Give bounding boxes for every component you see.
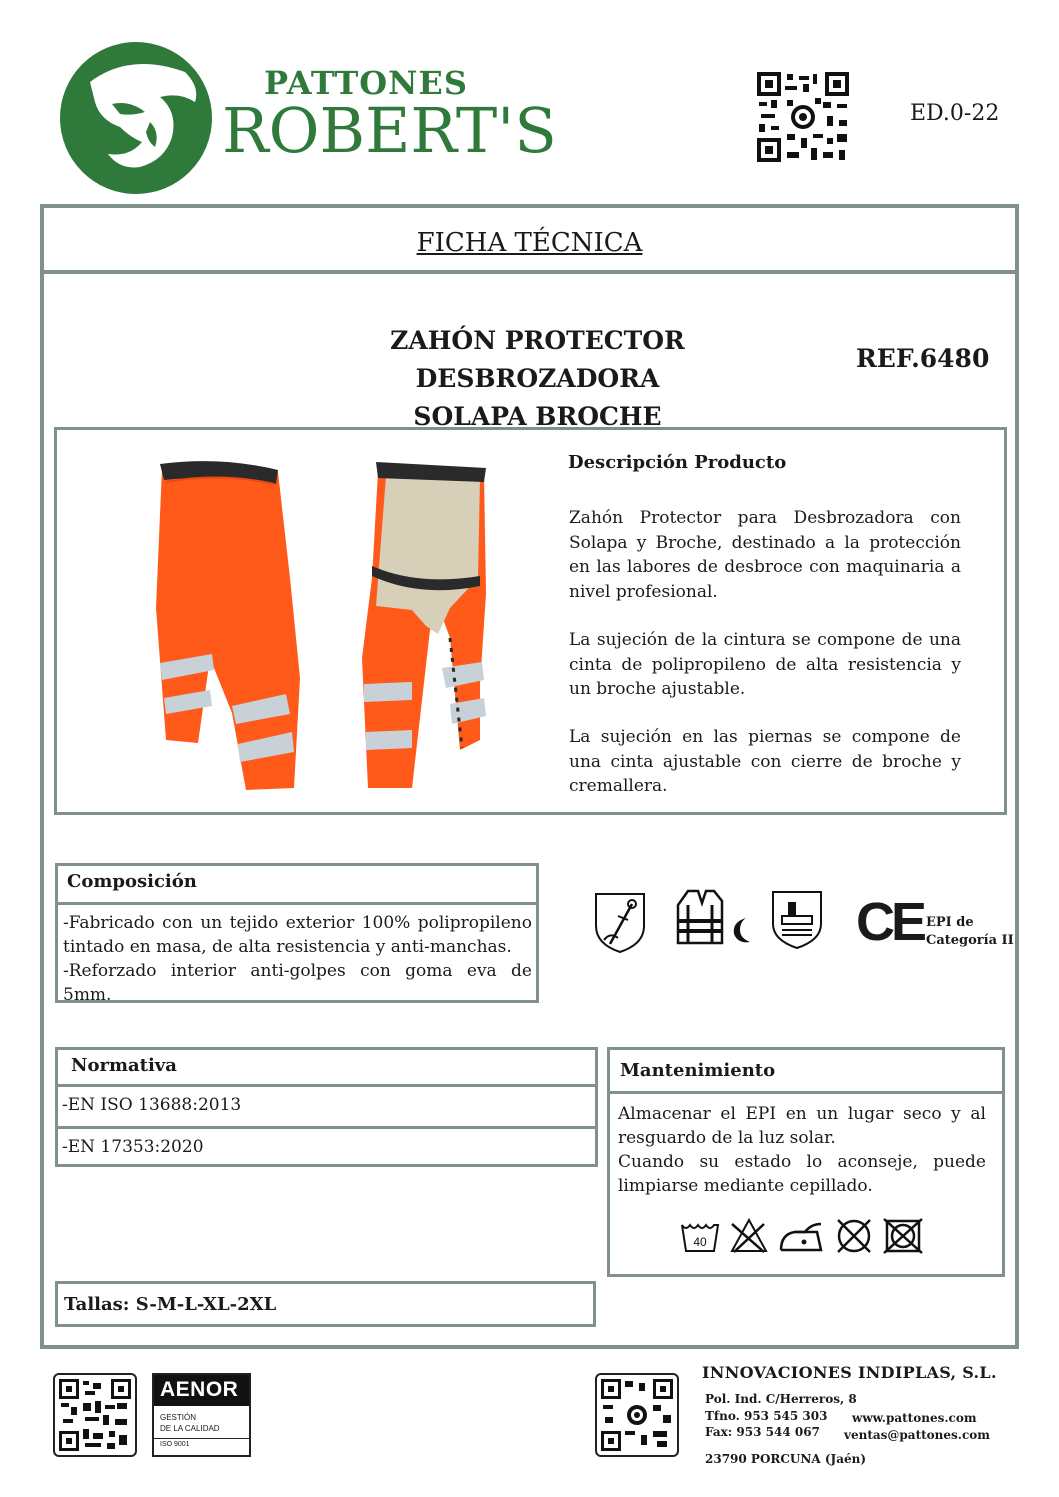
description-paragraph-2: La sujeción de la cintura se compone de una cinta de polipropileno de alta resistencia y un broche ajustable. xyxy=(569,630,961,699)
wash-40-icon xyxy=(680,1221,720,1253)
footer-qr-code-right[interactable] xyxy=(595,1373,679,1457)
epi-category-line2: Categoría II xyxy=(926,933,1014,948)
cold-protection-icon xyxy=(728,916,752,946)
low-iron-icon xyxy=(777,1220,825,1254)
aenor-line2: DE LA CALIDAD xyxy=(160,1424,220,1433)
no-dry-clean-icon xyxy=(834,1217,874,1255)
company-fax: Fax: 953 544 067 xyxy=(705,1425,820,1439)
product-title-line2: SOLAPA BROCHE xyxy=(413,402,662,431)
panther-head-icon xyxy=(60,42,212,194)
product-reference: REF.6480 xyxy=(856,344,990,373)
description-paragraph-1: Zahón Protector para Desbrozadora con Solapa y Broche, destinado a la protección en las labores de desbroce con maquinaria a nivel profesional. xyxy=(569,508,961,602)
qr-code-icon xyxy=(757,72,849,162)
maintenance-text-2: Cuando su estado lo aconseje, puede limpiarse mediante cepillado. xyxy=(618,1152,986,1196)
epi-category-line1: EPI de xyxy=(926,915,974,930)
composition-box xyxy=(55,863,539,1003)
company-city: 23790 PORCUNA (Jaén) xyxy=(705,1452,867,1466)
company-email[interactable]: ventas@pattones.com xyxy=(844,1428,990,1442)
brand-name-small: PATTONES xyxy=(264,64,468,102)
edition-label: ED.0-22 xyxy=(910,101,1000,126)
ce-mark: CE xyxy=(856,892,924,952)
composition-line-1: -Fabricado con un tejido exterior 100% polipropileno tintado en masa, de alta resistencia y anti-manchas. xyxy=(63,913,532,957)
normativa-box xyxy=(55,1047,598,1167)
product-title-line1: ZAHÓN PROTECTOR DESBROZADORA xyxy=(390,326,685,393)
normativa-title: Normativa xyxy=(58,1050,595,1087)
company-address: Pol. Ind. C/Herreros, 8 xyxy=(705,1392,857,1406)
qr-code-icon xyxy=(601,1379,673,1451)
ficha-title: FICHA TÉCNICA xyxy=(416,228,643,258)
description-paragraph-3: La sujeción en las piernas se compone de una cinta ajustable con cierre de broche y cremallera. xyxy=(569,727,961,796)
mechanical-risk-icon xyxy=(770,890,824,950)
ficha-title-row xyxy=(44,208,1015,274)
company-website[interactable]: www.pattones.com xyxy=(852,1411,977,1425)
aenor-iso: ISO 9001 xyxy=(154,1438,249,1448)
normativa-item-1: -EN ISO 13688:2013 xyxy=(58,1087,595,1129)
company-phone: Tfno. 953 545 303 xyxy=(705,1408,828,1423)
aenor-line1: GESTIÓN xyxy=(160,1413,197,1422)
header-qr-code[interactable] xyxy=(757,72,849,162)
description-title: Descripción Producto xyxy=(568,452,787,473)
aenor-brand: AENOR xyxy=(154,1375,249,1406)
qr-code-icon xyxy=(59,1379,131,1451)
aenor-badge xyxy=(152,1373,251,1457)
product-image xyxy=(150,458,495,803)
wash-temperature: 40 xyxy=(693,1235,707,1249)
company-contact xyxy=(705,1391,857,1441)
maintenance-text-1: Almacenar el EPI en un lugar seco y al resguardo de la luz solar. xyxy=(618,1104,986,1148)
no-tumble-dry-icon xyxy=(882,1217,924,1255)
epi-category xyxy=(926,914,1014,950)
brand-name-large: ROBERT'S xyxy=(222,94,557,167)
brand-logo-emblem xyxy=(60,42,212,194)
composition-title: Composición xyxy=(58,866,536,905)
composition-line-2: -Reforzado interior anti-golpes con goma eva de 5mm. xyxy=(63,961,532,1005)
maintenance-title: Mantenimiento xyxy=(610,1050,1002,1094)
sizes-box: Tallas: S-M-L-XL-2XL xyxy=(55,1281,596,1327)
product-title xyxy=(270,322,805,436)
no-bleach-icon xyxy=(730,1218,768,1254)
company-name: INNOVACIONES INDIPLAS, S.L. xyxy=(702,1363,997,1382)
footer-qr-code-left[interactable] xyxy=(53,1373,137,1457)
brushcutter-protection-icon xyxy=(592,892,648,954)
normativa-item-2: -EN 17353:2020 xyxy=(62,1137,204,1157)
